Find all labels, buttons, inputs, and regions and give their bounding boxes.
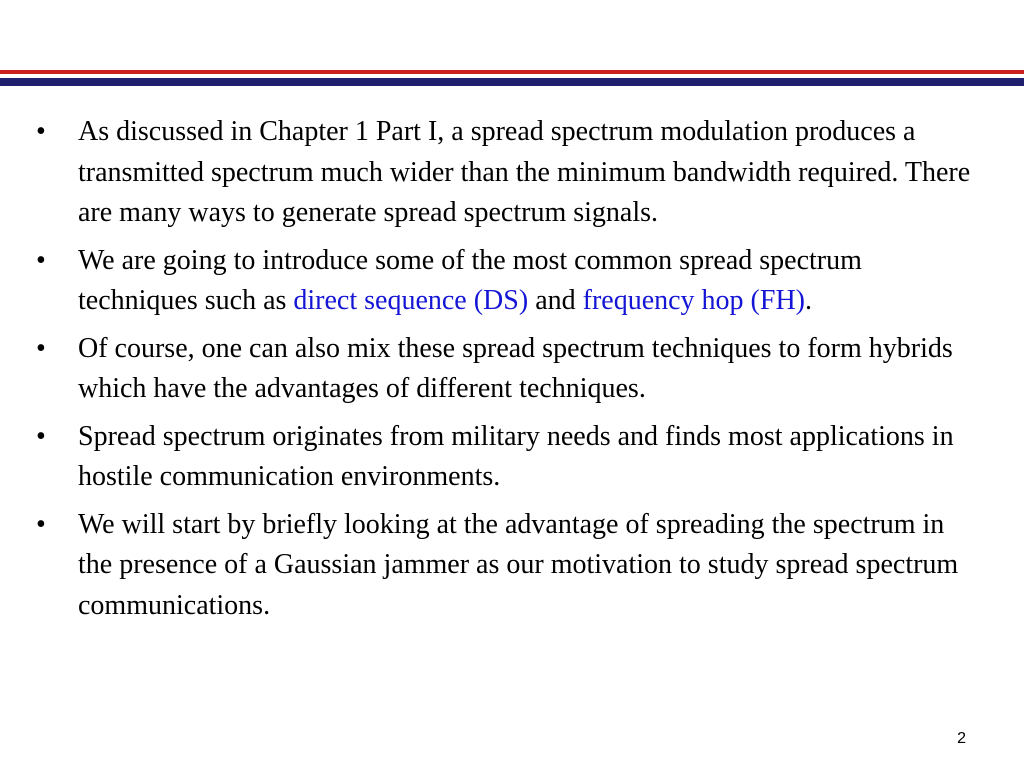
header-rule-navy xyxy=(0,78,1024,86)
bullet-dot: • xyxy=(36,420,46,452)
bullet-item xyxy=(34,505,982,627)
bullet-dot: • xyxy=(36,116,46,147)
bullet-text: We are going to introduce some of the most common spread spectrum techniques such as xyxy=(78,244,862,316)
header-rule-red xyxy=(0,70,1024,74)
highlight-direct-sequence: direct sequence (DS) xyxy=(293,285,529,316)
bullet-text: As discussed in Chapter 1 Part I, a spread spectrum modulation produces a transmitted spectrum much wider than the minimum bandwidth required. There are many ways to generate spread spectrum signals. xyxy=(78,116,971,228)
bullet-item xyxy=(34,112,982,234)
bullet-text: Spread spectrum originates from military needs and finds most applications in hostile communication environments. xyxy=(78,420,954,492)
highlight-frequency-hop: frequency hop (FH) xyxy=(582,285,805,316)
bullet-item xyxy=(34,329,982,410)
bullet-text: . xyxy=(805,285,812,316)
bullet-list xyxy=(34,112,982,633)
bullet-text: We will start by briefly looking at the advantage of spreading the spectrum in the presence of a Gaussian jammer as our motivation to study spread spectrum communications. xyxy=(78,508,959,621)
bullet-dot: • xyxy=(36,508,46,540)
page-number: 2 xyxy=(957,730,966,747)
bullet-text: and xyxy=(528,285,583,316)
bullet-dot: • xyxy=(36,332,46,364)
bullet-text: Of course, one can also mix these spread spectrum techniques to form hybrids which have the advantages of different techniques. xyxy=(78,332,953,404)
bullet-item xyxy=(34,417,982,498)
bullet-dot: • xyxy=(36,244,46,276)
bullet-item xyxy=(34,241,982,322)
